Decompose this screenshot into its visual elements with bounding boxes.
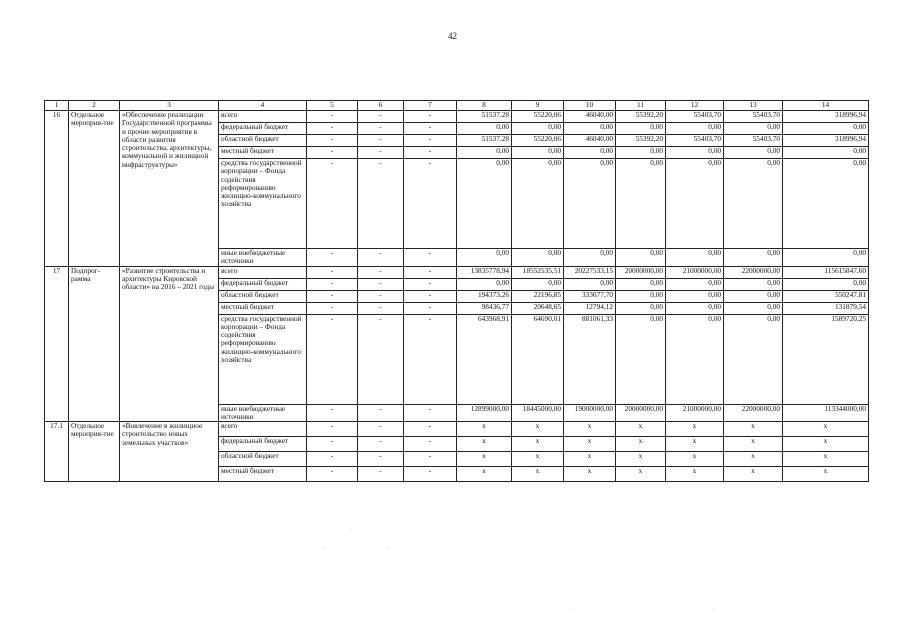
amount-cell: 0,00 <box>616 249 666 267</box>
amount-cell: 0,00 <box>512 159 564 249</box>
amount-cell: 0,00 <box>512 147 564 159</box>
amount-cell: 18445000,00 <box>512 404 564 422</box>
amount-cell: 22000000,00 <box>724 266 783 278</box>
amount-cell: 0,00 <box>666 302 724 314</box>
amount-cell: 0,00 <box>512 249 564 267</box>
page-number: 42 <box>448 31 457 41</box>
amount-cell: х <box>666 437 724 452</box>
scan-speck: · <box>712 606 714 612</box>
amount-cell: 55403,70 <box>724 135 783 147</box>
amount-cell: 0,00 <box>616 314 666 404</box>
amount-cell: х <box>783 467 869 482</box>
scan-speck: · <box>572 606 574 612</box>
dash-cell: - <box>307 437 358 452</box>
dash-cell: - <box>307 135 358 147</box>
row-name-cell: «Обеспечение реализации Государственной программы и прочие мероприятия в области развития строительства, архитектуры, коммунальной и жилищной инфраструктуры» <box>120 111 219 267</box>
funding-source-cell: федеральный бюджет <box>219 123 307 135</box>
dash-cell: - <box>307 159 358 249</box>
dash-cell: - <box>358 111 404 123</box>
funding-source-cell: всего <box>219 422 307 437</box>
row-kind-cell: Подпрог-рамма <box>69 266 120 422</box>
dash-cell: - <box>404 159 457 249</box>
amount-cell: х <box>616 467 666 482</box>
dash-cell: - <box>358 266 404 278</box>
dash-cell: - <box>307 314 358 404</box>
amount-cell: 46040,00 <box>564 111 616 123</box>
amount-cell: 0,00 <box>512 123 564 135</box>
amount-cell: 21000000,00 <box>666 266 724 278</box>
amount-cell: 51537,28 <box>457 135 512 147</box>
amount-cell: 0,00 <box>724 278 783 290</box>
amount-cell: х <box>666 422 724 437</box>
amount-cell: 0,00 <box>666 278 724 290</box>
scan-speck: · <box>350 528 352 534</box>
dash-cell: - <box>404 437 457 452</box>
amount-cell: 0,00 <box>616 123 666 135</box>
amount-cell: 0,00 <box>457 249 512 267</box>
amount-cell: 12794,12 <box>564 302 616 314</box>
dash-cell: - <box>307 123 358 135</box>
amount-cell: 0,00 <box>616 278 666 290</box>
dash-cell: - <box>358 159 404 249</box>
amount-cell: х <box>724 452 783 467</box>
amount-cell: 0,00 <box>724 159 783 249</box>
amount-cell: х <box>724 437 783 452</box>
amount-cell: 55403,70 <box>724 111 783 123</box>
dash-cell: - <box>404 147 457 159</box>
header-cell: 11 <box>616 101 666 111</box>
amount-cell: х <box>564 437 616 452</box>
amount-cell: х <box>616 437 666 452</box>
table-row <box>45 266 869 278</box>
dash-cell: - <box>358 467 404 482</box>
amount-cell: 333677,70 <box>564 290 616 302</box>
row-number-cell: 16 <box>45 111 69 267</box>
dash-cell: - <box>404 249 457 267</box>
amount-cell: 20227533,15 <box>564 266 616 278</box>
amount-cell: 881061,33 <box>564 314 616 404</box>
funding-source-cell: средства государственной корпорации – Фонда содействия реформированию жилищно-коммунального хозяйства <box>219 159 307 249</box>
dash-cell: - <box>307 302 358 314</box>
header-cell: 1 <box>45 101 69 111</box>
dash-cell: - <box>358 135 404 147</box>
amount-cell: 0,00 <box>724 302 783 314</box>
amount-cell: х <box>457 467 512 482</box>
amount-cell: х <box>512 422 564 437</box>
dash-cell: - <box>307 249 358 267</box>
amount-cell: х <box>512 467 564 482</box>
dash-cell: - <box>404 302 457 314</box>
dash-cell: - <box>358 314 404 404</box>
table-row <box>45 422 869 437</box>
header-cell: 5 <box>307 101 358 111</box>
amount-cell: 0,00 <box>783 123 869 135</box>
amount-cell: 0,00 <box>564 147 616 159</box>
dash-cell: - <box>307 467 358 482</box>
amount-cell: х <box>783 452 869 467</box>
funding-source-cell: всего <box>219 266 307 278</box>
dash-cell: - <box>358 452 404 467</box>
amount-cell: 0,00 <box>783 147 869 159</box>
amount-cell: 55220,06 <box>512 135 564 147</box>
dash-cell: - <box>358 290 404 302</box>
dash-cell: - <box>358 422 404 437</box>
amount-cell: 0,00 <box>724 123 783 135</box>
dash-cell: - <box>404 452 457 467</box>
amount-cell: 46040,00 <box>564 135 616 147</box>
amount-cell: 0,00 <box>724 290 783 302</box>
funding-source-cell: местный бюджет <box>219 467 307 482</box>
amount-cell: 0,00 <box>666 123 724 135</box>
amount-cell: 113344000,00 <box>783 404 869 422</box>
amount-cell: 20000000,00 <box>616 404 666 422</box>
dash-cell: - <box>404 135 457 147</box>
amount-cell: 55403,70 <box>666 135 724 147</box>
dash-cell: - <box>404 404 457 422</box>
dash-cell: - <box>404 422 457 437</box>
dash-cell: - <box>307 404 358 422</box>
amount-cell: 0,00 <box>616 290 666 302</box>
amount-cell: 0,00 <box>457 147 512 159</box>
amount-cell: 22196,85 <box>512 290 564 302</box>
amount-cell: 0,00 <box>616 159 666 249</box>
row-number-cell: 17.1 <box>45 422 69 482</box>
amount-cell: 18552535,51 <box>512 266 564 278</box>
dash-cell: - <box>404 290 457 302</box>
amount-cell: 0,00 <box>616 147 666 159</box>
amount-cell: 64690,01 <box>512 314 564 404</box>
header-cell: 7 <box>404 101 457 111</box>
amount-cell: 0,00 <box>783 159 869 249</box>
dash-cell: - <box>358 437 404 452</box>
amount-cell: х <box>564 422 616 437</box>
funding-source-cell: местный бюджет <box>219 302 307 314</box>
amount-cell: 194373,26 <box>457 290 512 302</box>
header-cell: 2 <box>69 101 120 111</box>
amount-cell: 0,00 <box>564 249 616 267</box>
funding-source-cell: федеральный бюджет <box>219 437 307 452</box>
amount-cell: х <box>564 452 616 467</box>
funding-source-cell: областной бюджет <box>219 135 307 147</box>
scan-speck: · <box>322 545 324 551</box>
amount-cell: 0,00 <box>457 123 512 135</box>
dash-cell: - <box>307 422 358 437</box>
amount-cell: 0,00 <box>724 147 783 159</box>
dash-cell: - <box>307 278 358 290</box>
amount-cell: 98436,77 <box>457 302 512 314</box>
dash-cell: - <box>358 123 404 135</box>
amount-cell: 13835778,94 <box>457 266 512 278</box>
amount-cell: 0,00 <box>724 314 783 404</box>
amount-cell: 0,00 <box>783 249 869 267</box>
amount-cell: х <box>457 437 512 452</box>
dash-cell: - <box>404 123 457 135</box>
dash-cell: - <box>358 249 404 267</box>
amount-cell: 0,00 <box>783 278 869 290</box>
amount-cell: х <box>724 422 783 437</box>
amount-cell: 318996,94 <box>783 135 869 147</box>
amount-cell: х <box>666 452 724 467</box>
dash-cell: - <box>307 290 358 302</box>
amount-cell: 20648,65 <box>512 302 564 314</box>
amount-cell: х <box>616 422 666 437</box>
amount-cell: 1589720,25 <box>783 314 869 404</box>
dash-cell: - <box>358 147 404 159</box>
header-cell: 13 <box>724 101 783 111</box>
funding-source-cell: областной бюджет <box>219 290 307 302</box>
amount-cell: 0,00 <box>666 314 724 404</box>
amount-cell: 21000000,00 <box>666 404 724 422</box>
amount-cell: х <box>512 437 564 452</box>
dash-cell: - <box>404 467 457 482</box>
amount-cell: х <box>666 467 724 482</box>
dash-cell: - <box>404 266 457 278</box>
amount-cell: 55220,06 <box>512 111 564 123</box>
amount-cell: х <box>457 422 512 437</box>
amount-cell: 0,00 <box>724 249 783 267</box>
dash-cell: - <box>404 314 457 404</box>
dash-cell: - <box>404 278 457 290</box>
amount-cell: х <box>564 467 616 482</box>
amount-cell: 0,00 <box>457 278 512 290</box>
row-kind-cell: Отдельное мероприя-тие <box>69 111 120 267</box>
amount-cell: 131879,54 <box>783 302 869 314</box>
amount-cell: 318996,94 <box>783 111 869 123</box>
dash-cell: - <box>307 111 358 123</box>
amount-cell: х <box>512 452 564 467</box>
amount-cell: 0,00 <box>666 147 724 159</box>
header-cell: 10 <box>564 101 616 111</box>
dash-cell: - <box>358 302 404 314</box>
row-number-cell: 17 <box>45 266 69 422</box>
amount-cell: х <box>724 467 783 482</box>
amount-cell: 12899000,00 <box>457 404 512 422</box>
amount-cell: 19000000,00 <box>564 404 616 422</box>
dash-cell: - <box>358 278 404 290</box>
header-cell: 14 <box>783 101 869 111</box>
amount-cell: 550247,81 <box>783 290 869 302</box>
funding-source-cell: всего <box>219 111 307 123</box>
amount-cell: 0,00 <box>564 159 616 249</box>
header-cell: 12 <box>666 101 724 111</box>
budget-table <box>44 100 869 482</box>
dash-cell: - <box>307 452 358 467</box>
scan-speck: · <box>388 545 390 551</box>
amount-cell: 0,00 <box>564 123 616 135</box>
funding-source-cell: средства государственной корпорации – Фонда содействия реформированию жилищно-коммунального хозяйства <box>219 314 307 404</box>
amount-cell: 51537,28 <box>457 111 512 123</box>
row-name-cell: «Вовлечение в жилищное строительство новых земельных участков» <box>120 422 219 482</box>
amount-cell: 0,00 <box>512 278 564 290</box>
header-cell: 4 <box>219 101 307 111</box>
amount-cell: х <box>783 437 869 452</box>
funding-source-cell: иные внебюджетные источники <box>219 404 307 422</box>
amount-cell: 55392,20 <box>616 111 666 123</box>
amount-cell: х <box>616 452 666 467</box>
dash-cell: - <box>358 404 404 422</box>
amount-cell: 0,00 <box>616 302 666 314</box>
dash-cell: - <box>307 147 358 159</box>
amount-cell: 22000000,00 <box>724 404 783 422</box>
amount-cell: 643968,91 <box>457 314 512 404</box>
funding-source-cell: федеральный бюджет <box>219 278 307 290</box>
header-cell: 9 <box>512 101 564 111</box>
amount-cell: 55403,70 <box>666 111 724 123</box>
amount-cell: 0,00 <box>666 249 724 267</box>
column-numbers-row <box>45 101 869 111</box>
table-row <box>45 111 869 123</box>
amount-cell: 20000000,00 <box>616 266 666 278</box>
amount-cell: 0,00 <box>666 159 724 249</box>
row-kind-cell: Отдельное мероприя-тие <box>69 422 120 482</box>
funding-source-cell: иные внебюджетные источники <box>219 249 307 267</box>
amount-cell: 0,00 <box>457 159 512 249</box>
row-name-cell: «Развитие строительства и архитектуры Кировской области» на 2016 – 2021 годы <box>120 266 219 422</box>
amount-cell: х <box>457 452 512 467</box>
funding-source-cell: местный бюджет <box>219 147 307 159</box>
header-cell: 6 <box>358 101 404 111</box>
amount-cell: 55392,20 <box>616 135 666 147</box>
amount-cell: 115615847,60 <box>783 266 869 278</box>
amount-cell: х <box>783 422 869 437</box>
amount-cell: 0,00 <box>666 290 724 302</box>
dash-cell: - <box>307 266 358 278</box>
header-cell: 8 <box>457 101 512 111</box>
amount-cell: 0,00 <box>564 278 616 290</box>
header-cell: 3 <box>120 101 219 111</box>
dash-cell: - <box>404 111 457 123</box>
funding-source-cell: областной бюджет <box>219 452 307 467</box>
